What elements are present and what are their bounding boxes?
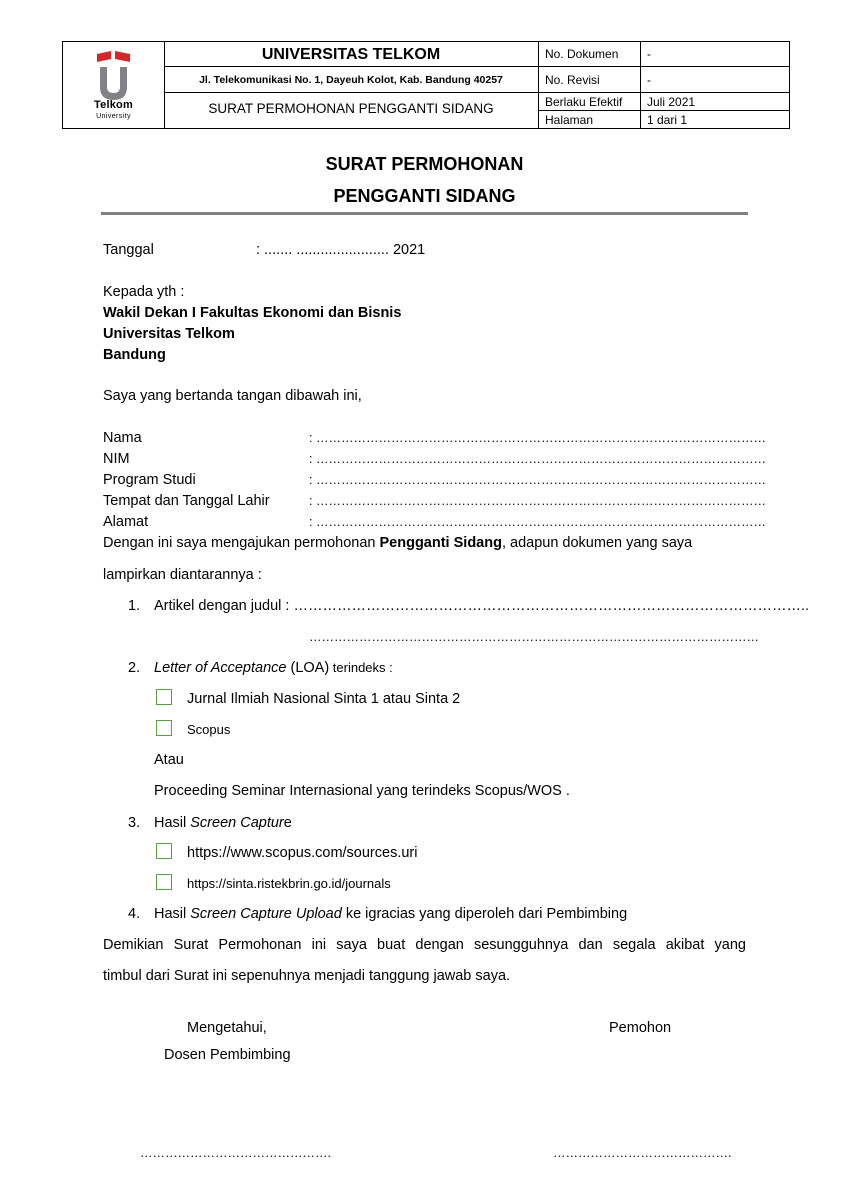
checkbox-scopus[interactable] xyxy=(156,720,172,736)
item2-small: terindeks : xyxy=(329,660,393,675)
signature-left-line: ………………………………………. xyxy=(140,1146,331,1160)
option-sinta-url: https://sinta.ristekbrin.go.id/journals xyxy=(187,876,391,891)
recipient-greeting: Kepada yth : xyxy=(103,284,185,300)
request-emphasis: Pengganti Sidang xyxy=(379,535,502,551)
item-number: 4. xyxy=(128,906,141,922)
field-blank-program-studi: : ……………………………………………………………………………………………… xyxy=(309,473,766,487)
checkbox-scopus-url[interactable] xyxy=(156,843,172,859)
checkbox-sinta-url[interactable] xyxy=(156,874,172,890)
header-divider xyxy=(538,42,539,128)
document-header-table xyxy=(62,41,790,129)
item4-text: ke igracias yang diperoleh dari Pembimbing xyxy=(341,906,628,922)
logo-subtitle: University xyxy=(96,113,131,120)
field-blank-nama: : ……………………………………………………………………………………………… xyxy=(309,431,766,445)
date-value: : ....... ....................... 2021 xyxy=(256,242,426,258)
meta-value: 1 dari 1 xyxy=(647,113,688,127)
field-blank-ttl: : ……………………………………………………………………………………………… xyxy=(309,494,766,508)
request-line2: lampirkan diantarannya : xyxy=(103,567,262,583)
meta-value: - xyxy=(647,47,651,61)
meta-label: Halaman xyxy=(545,113,594,127)
option-sinta: Jurnal Ilmiah Nasional Sinta 1 atau Sinta 2 xyxy=(187,691,461,707)
item-number: 1. xyxy=(128,598,141,614)
header-divider xyxy=(538,110,789,111)
field-label-alamat: Alamat xyxy=(103,514,149,530)
signature-right-label: Pemohon xyxy=(609,1020,672,1036)
request-paragraph xyxy=(103,534,692,552)
item3-italic: Screen Captur xyxy=(190,815,284,831)
title-rule xyxy=(101,212,748,215)
meta-value: Juli 2021 xyxy=(647,95,696,109)
intro-text: Saya yang bertanda tangan dibawah ini, xyxy=(103,388,362,404)
option-or: Atau xyxy=(154,752,184,768)
item3-text: Hasil xyxy=(154,815,191,831)
item4-label xyxy=(154,905,627,923)
recipient-line: Bandung xyxy=(103,347,166,363)
item2-italic: Letter of Acceptance xyxy=(154,660,287,676)
institution-address: Jl. Telekomunikasi No. 1, Dayeuh Kolot, Kab. Bandung 40257 xyxy=(199,74,503,86)
request-text: , adapun dokumen yang saya xyxy=(501,535,693,551)
field-blank-alamat: : ……………………………………………………………………………………………… xyxy=(309,515,766,529)
signature-left-label: Mengetahui, xyxy=(187,1020,267,1036)
meta-label: No. Revisi xyxy=(545,73,600,87)
item-number: 2. xyxy=(128,660,141,676)
institution-name: UNIVERSITAS TELKOM xyxy=(261,46,441,63)
item4-text: Hasil xyxy=(154,906,191,922)
closing-line2: timbul dari Surat ini sepenuhnya menjadi tanggung jawab saya. xyxy=(103,968,511,984)
field-label-program-studi: Program Studi xyxy=(103,472,196,488)
header-divider xyxy=(164,66,789,67)
option-scopus-url: https://www.scopus.com/sources.uri xyxy=(187,845,418,861)
item1-continuation: ……………………………………………………………………………………………… xyxy=(309,630,759,644)
request-text: Dengan ini saya mengajukan permohonan xyxy=(103,535,380,551)
closing-line1: Demikian Surat Permohonan ini saya buat dengan sesungguhnya dan segala akibat yang xyxy=(103,937,746,953)
document-title-line2: PENGGANTI SIDANG xyxy=(333,186,516,206)
field-label-ttl: Tempat dan Tanggal Lahir xyxy=(103,493,270,509)
telkom-university-logo xyxy=(63,42,164,128)
header-divider xyxy=(164,92,789,93)
item3-text: e xyxy=(283,815,292,831)
logo-wordmark: Telkom xyxy=(94,99,133,111)
meta-label: No. Dokumen xyxy=(545,47,619,61)
meta-value: - xyxy=(647,73,651,87)
item2-text: (LOA) xyxy=(286,660,330,676)
option-scopus: Scopus xyxy=(187,722,231,737)
item4-italic: Screen Capture Upload xyxy=(190,906,342,922)
field-label-nim: NIM xyxy=(103,451,130,467)
signature-left-role: Dosen Pembimbing xyxy=(164,1047,291,1063)
recipient-line: Wakil Dekan I Fakultas Ekonomi dan Bisnis xyxy=(103,305,402,321)
field-label-nama: Nama xyxy=(103,430,142,446)
recipient-line: Universitas Telkom xyxy=(103,326,235,342)
item-number: 3. xyxy=(128,815,141,831)
date-label: Tanggal xyxy=(103,242,154,258)
field-blank-nim: : ……………………………………………………………………………………………… xyxy=(309,452,766,466)
item3-label xyxy=(154,814,292,832)
signature-right-line: ……………………………………. xyxy=(553,1146,732,1160)
checkbox-sinta[interactable] xyxy=(156,689,172,705)
item2-label xyxy=(154,659,393,677)
form-name: SURAT PERMOHONAN PENGGANTI SIDANG xyxy=(208,101,494,116)
document-title-line1: SURAT PERMOHONAN xyxy=(325,154,524,174)
header-divider xyxy=(640,42,641,128)
meta-label: Berlaku Efektif xyxy=(545,95,623,109)
item1-label: Artikel dengan judul : …………………………………………………………………………………………….. xyxy=(154,598,810,614)
option-proceeding: Proceeding Seminar Internasional yang terindeks Scopus/WOS . xyxy=(154,783,570,799)
